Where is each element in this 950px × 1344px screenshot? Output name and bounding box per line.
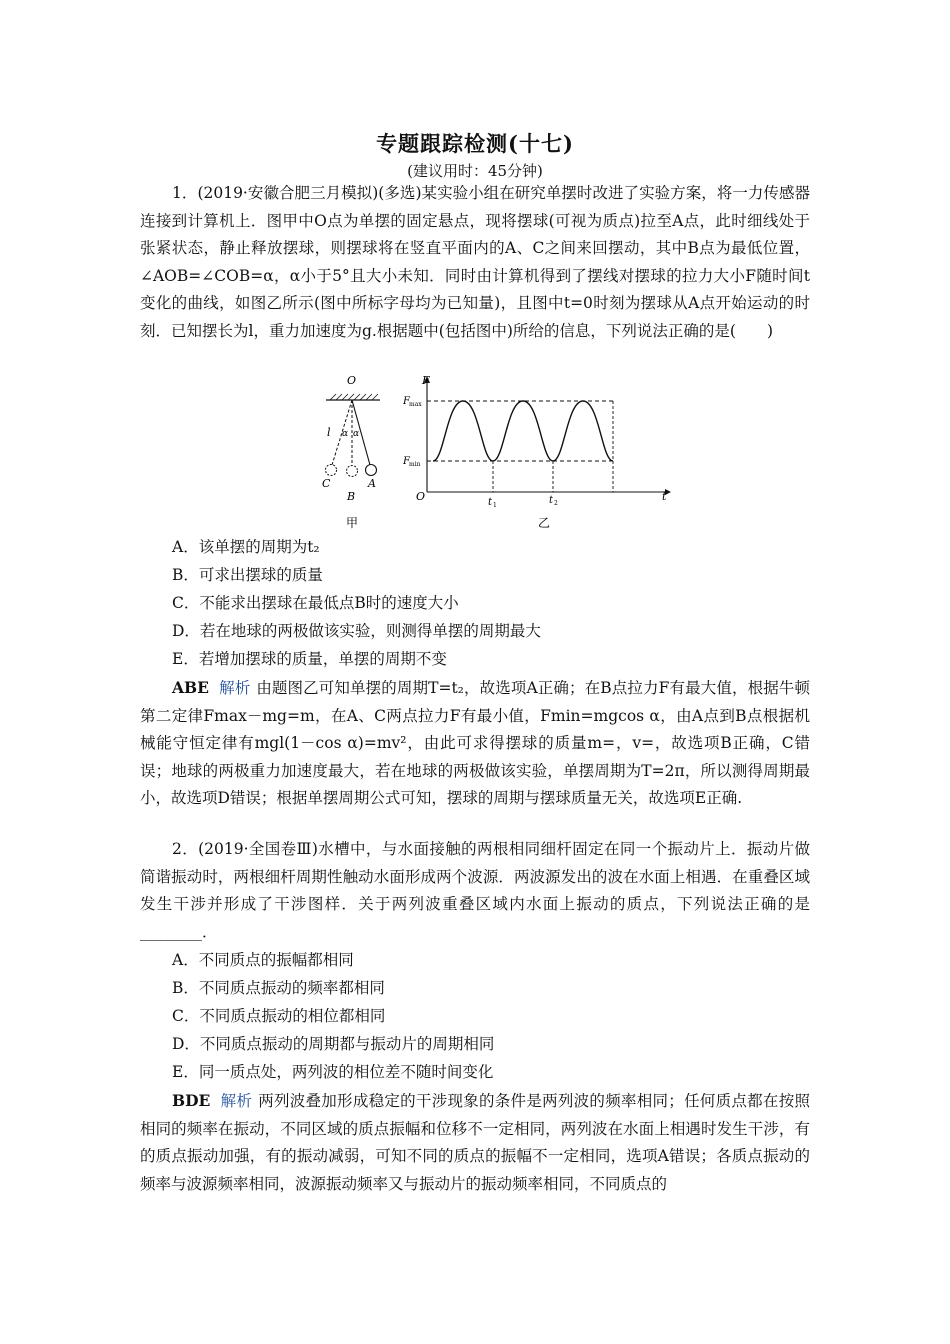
question-2-text: 2．(2019·全国卷Ⅲ)水槽中，与水面接触的两根相同细杆固定在同一个振动片上．振动片做简谐振动时，两根细杆周期性触动水面形成两个波源．两波源发出的波在水面上相遇．在重叠区域发生干涉并形成了干涉图样．关于两列波重叠区域内水面上振动的质点，下列说法正确的是________．	[140, 840, 810, 941]
q1-option-a: A．该单摆的周期为t₂	[172, 538, 320, 556]
q1-option-c: C．不能求出摆球在最低点B时的速度大小	[172, 594, 459, 612]
q1-option-d: D．若在地球的两极做该实验，则测得单摆的周期最大	[172, 622, 541, 640]
q1-analysis	[140, 674, 810, 813]
q2-option-a: A．不同质点的振幅都相同	[172, 951, 354, 969]
q1-analysis-text: 由题图乙可知单摆的周期T=t₂，故选项A正确；在B点拉力F有最大值，根据牛顿第二定律Fmax－mg=m，在A、C两点拉力F有最小值，Fmin=mgcos α，由A点到B点根据机械能守恒定律有mgl(1－cos α)=mv²，由此可求得摆球的质量m=，v=，故选项B正确，C错误；地球的两极重力加速度最大，若在地球的两极做该实验，单摆周期为T=2π，所以测得周期最小，故选项D错误；根据单摆周期公式可知，摆球的周期与摆球质量无关，故选项E正确.	[140, 679, 810, 807]
figure-label-yi: 乙	[538, 516, 551, 530]
label-t1: t	[488, 497, 493, 508]
question-1-text: 1．(2019·安徽合肥三月模拟)(多选)某实验小组在研究单摆时改进了实验方案，将一力传感器连接到计算机上．图甲中O点为单摆的固定悬点，现将摆球(可视为质点)拉至A点，此时细线处于张紧状态，静止释放摆球，则摆球将在竖直平面内的A、C之间来回摆动，其中B点为最低位置，∠AOB=∠COB=α，α小于5°且大小未知．同时由计算机得到了摆线对摆球的拉力大小F随时间t变化的曲线，如图乙所示(图中所标字母均为已知量)，且图中t=0时刻为摆球从A点开始运动的时刻．已知摆长为l，重力加速度为g.根据题中(包括图中)所给的信息，下列说法正确的是( )	[140, 184, 810, 340]
label-o: O	[347, 374, 357, 387]
q1-answer: ABE	[172, 678, 209, 697]
label-b: B	[347, 490, 356, 503]
label-l: l	[327, 426, 331, 439]
axis-label-f: F	[422, 374, 430, 387]
label-t1-sub: 1	[493, 502, 497, 509]
label-a: A	[368, 477, 376, 490]
q2-answer: BDE	[172, 1091, 211, 1110]
force-time-graph	[402, 374, 671, 530]
q2-option-c: C．不同质点振动的相位都相同	[172, 1007, 386, 1025]
ball-a	[366, 465, 377, 476]
ball-c	[326, 465, 337, 476]
page-subtitle: (建议用时：45分钟)	[407, 162, 543, 180]
q2-analysis-label: 解析	[220, 1092, 253, 1110]
label-fmax: F	[403, 396, 410, 407]
question-1-figure	[310, 370, 680, 535]
figure-label-jia: 甲	[346, 516, 359, 530]
pendulum-diagram	[322, 374, 380, 530]
label-origin: O	[416, 490, 426, 503]
page-title: 专题跟踪检测(十七)	[376, 131, 574, 156]
label-fmin-sub: min	[409, 461, 421, 468]
q2-option-b: B．不同质点振动的频率都相同	[172, 979, 385, 997]
q1-option-b: B．可求出摆球的质量	[172, 566, 323, 584]
q2-option-e: E．同一质点处，两列波的相位差不随时间变化	[172, 1063, 494, 1081]
q2-analysis	[140, 1087, 810, 1198]
q2-option-d: D．不同质点振动的周期都与振动片的周期相同	[172, 1035, 495, 1053]
q1-option-e: E．若增加摆球的质量，单摆的周期不变	[172, 650, 447, 668]
label-t2: t	[549, 495, 554, 506]
label-alpha-left: α	[342, 429, 349, 439]
q1-analysis-label: 解析	[218, 679, 251, 697]
label-fmax-sub: max	[409, 401, 422, 408]
ball-b	[347, 466, 358, 477]
axis-label-t: t	[662, 490, 667, 503]
q2-analysis-text: 两列波叠加形成稳定的干涉现象的条件是两列波的频率相同；任何质点都在按照相同的频率在振动，不同区域的质点振幅和位移不一定相同，两列波在水面上相遇时发生干涉，有的质点振动加强，有的振动减弱，可知不同的质点的振幅不一定相同，选项A错误；各质点振动的频率与波源频率相同，波源振动频率又与振动片的振动频率相同，不同质点的	[140, 1092, 810, 1193]
label-t2-sub: 2	[554, 500, 558, 507]
label-c: C	[322, 477, 331, 490]
label-fmin: F	[403, 456, 410, 467]
label-alpha-right: α	[353, 429, 360, 439]
force-curve	[433, 401, 613, 461]
